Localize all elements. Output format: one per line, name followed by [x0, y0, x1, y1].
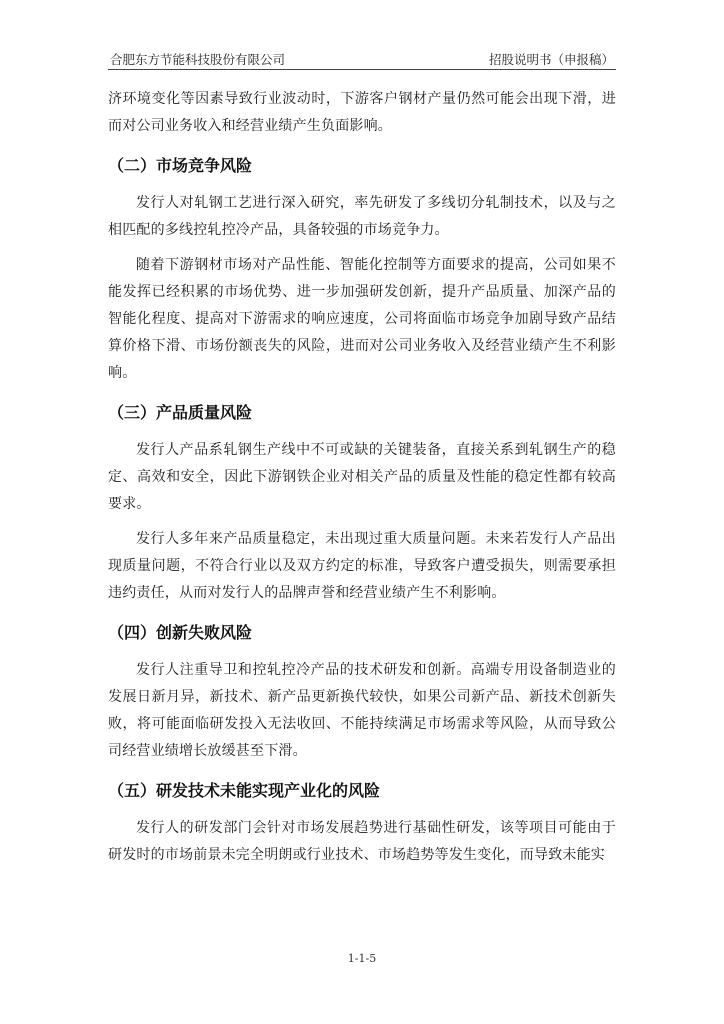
body-paragraph: 发行人多年来产品质量稳定，未出现过重大质量问题。未来若发行人产品出现质量问题，不符合行业以及双方约定的标准，导致客户遭受损失，则需要承担违约责任，从而对发行人的品牌声誉和经营业绩产生不利影响。 — [108, 531, 616, 601]
section-heading: （五）研发技术未能实现产业化的风险 — [108, 781, 381, 800]
section-heading: （二）市场竞争风险 — [108, 156, 253, 175]
section-innovation-failure — [108, 621, 616, 765]
section-heading: （四）创新失败风险 — [108, 623, 253, 642]
body-paragraph: 发行人注重导卫和控轧控冷产品的技术研发和创新。高端专用设备制造业的发展日新月异，新技术、新产品更新换代较快，如果公司新产品、新技术创新失败，将可能面临研发投入无法收回、不能持续满足市场需求等风险，从而导致公司经营业绩增长放缓甚至下滑。 — [108, 662, 616, 759]
document-title: 招股说明书（申报稿） — [488, 52, 614, 67]
body-paragraph: 发行人产品系轧钢生产线中不可或缺的关键装备，直接关系到轧钢生产的稳定、高效和安全，因此下游钢铁企业对相关产品的质量及性能的稳定性都有较高要求。 — [108, 442, 616, 512]
section-product-quality — [108, 401, 616, 607]
page-body — [108, 86, 616, 877]
section-market-competition — [108, 154, 616, 387]
body-paragraph: 发行人对轧钢工艺进行深入研究，率先研发了多线切分轧制技术，以及与之相匹配的多线控轧控冷产品，具备较强的市场竞争力。 — [108, 195, 616, 238]
body-paragraph: 发行人的研发部门会针对市场发展趋势进行基础性研发，该等项目可能由于研发时的市场前景未完全明朗或行业技术、市场趋势等发生变化，而导致未能实 — [108, 820, 616, 863]
page-number: 1-1-5 — [347, 952, 377, 965]
company-name: 合肥东方节能科技股份有限公司 — [110, 52, 286, 67]
section-rd-industrialization — [108, 779, 616, 869]
section-heading: （三）产品质量风险 — [108, 403, 253, 422]
intro-paragraph: 济环境变化等因素导致行业波动时，下游客户钢材产量仍然可能会出现下滑，进而对公司业务收入和经营业绩产生负面影响。 — [108, 91, 616, 134]
page-header — [108, 50, 616, 70]
body-paragraph: 随着下游钢材市场对产品性能、智能化控制等方面要求的提高，公司如果不能发挥已经积累的市场优势、进一步加强研发创新，提升产品质量、加深产品的智能化程度、提高对下游需求的响应速度，公司将面临市场竞争加剧导致产品结算价格下滑、市场份额丧失的风险，进而对公司业务收入及经营业绩产生不利影响。 — [108, 257, 616, 381]
